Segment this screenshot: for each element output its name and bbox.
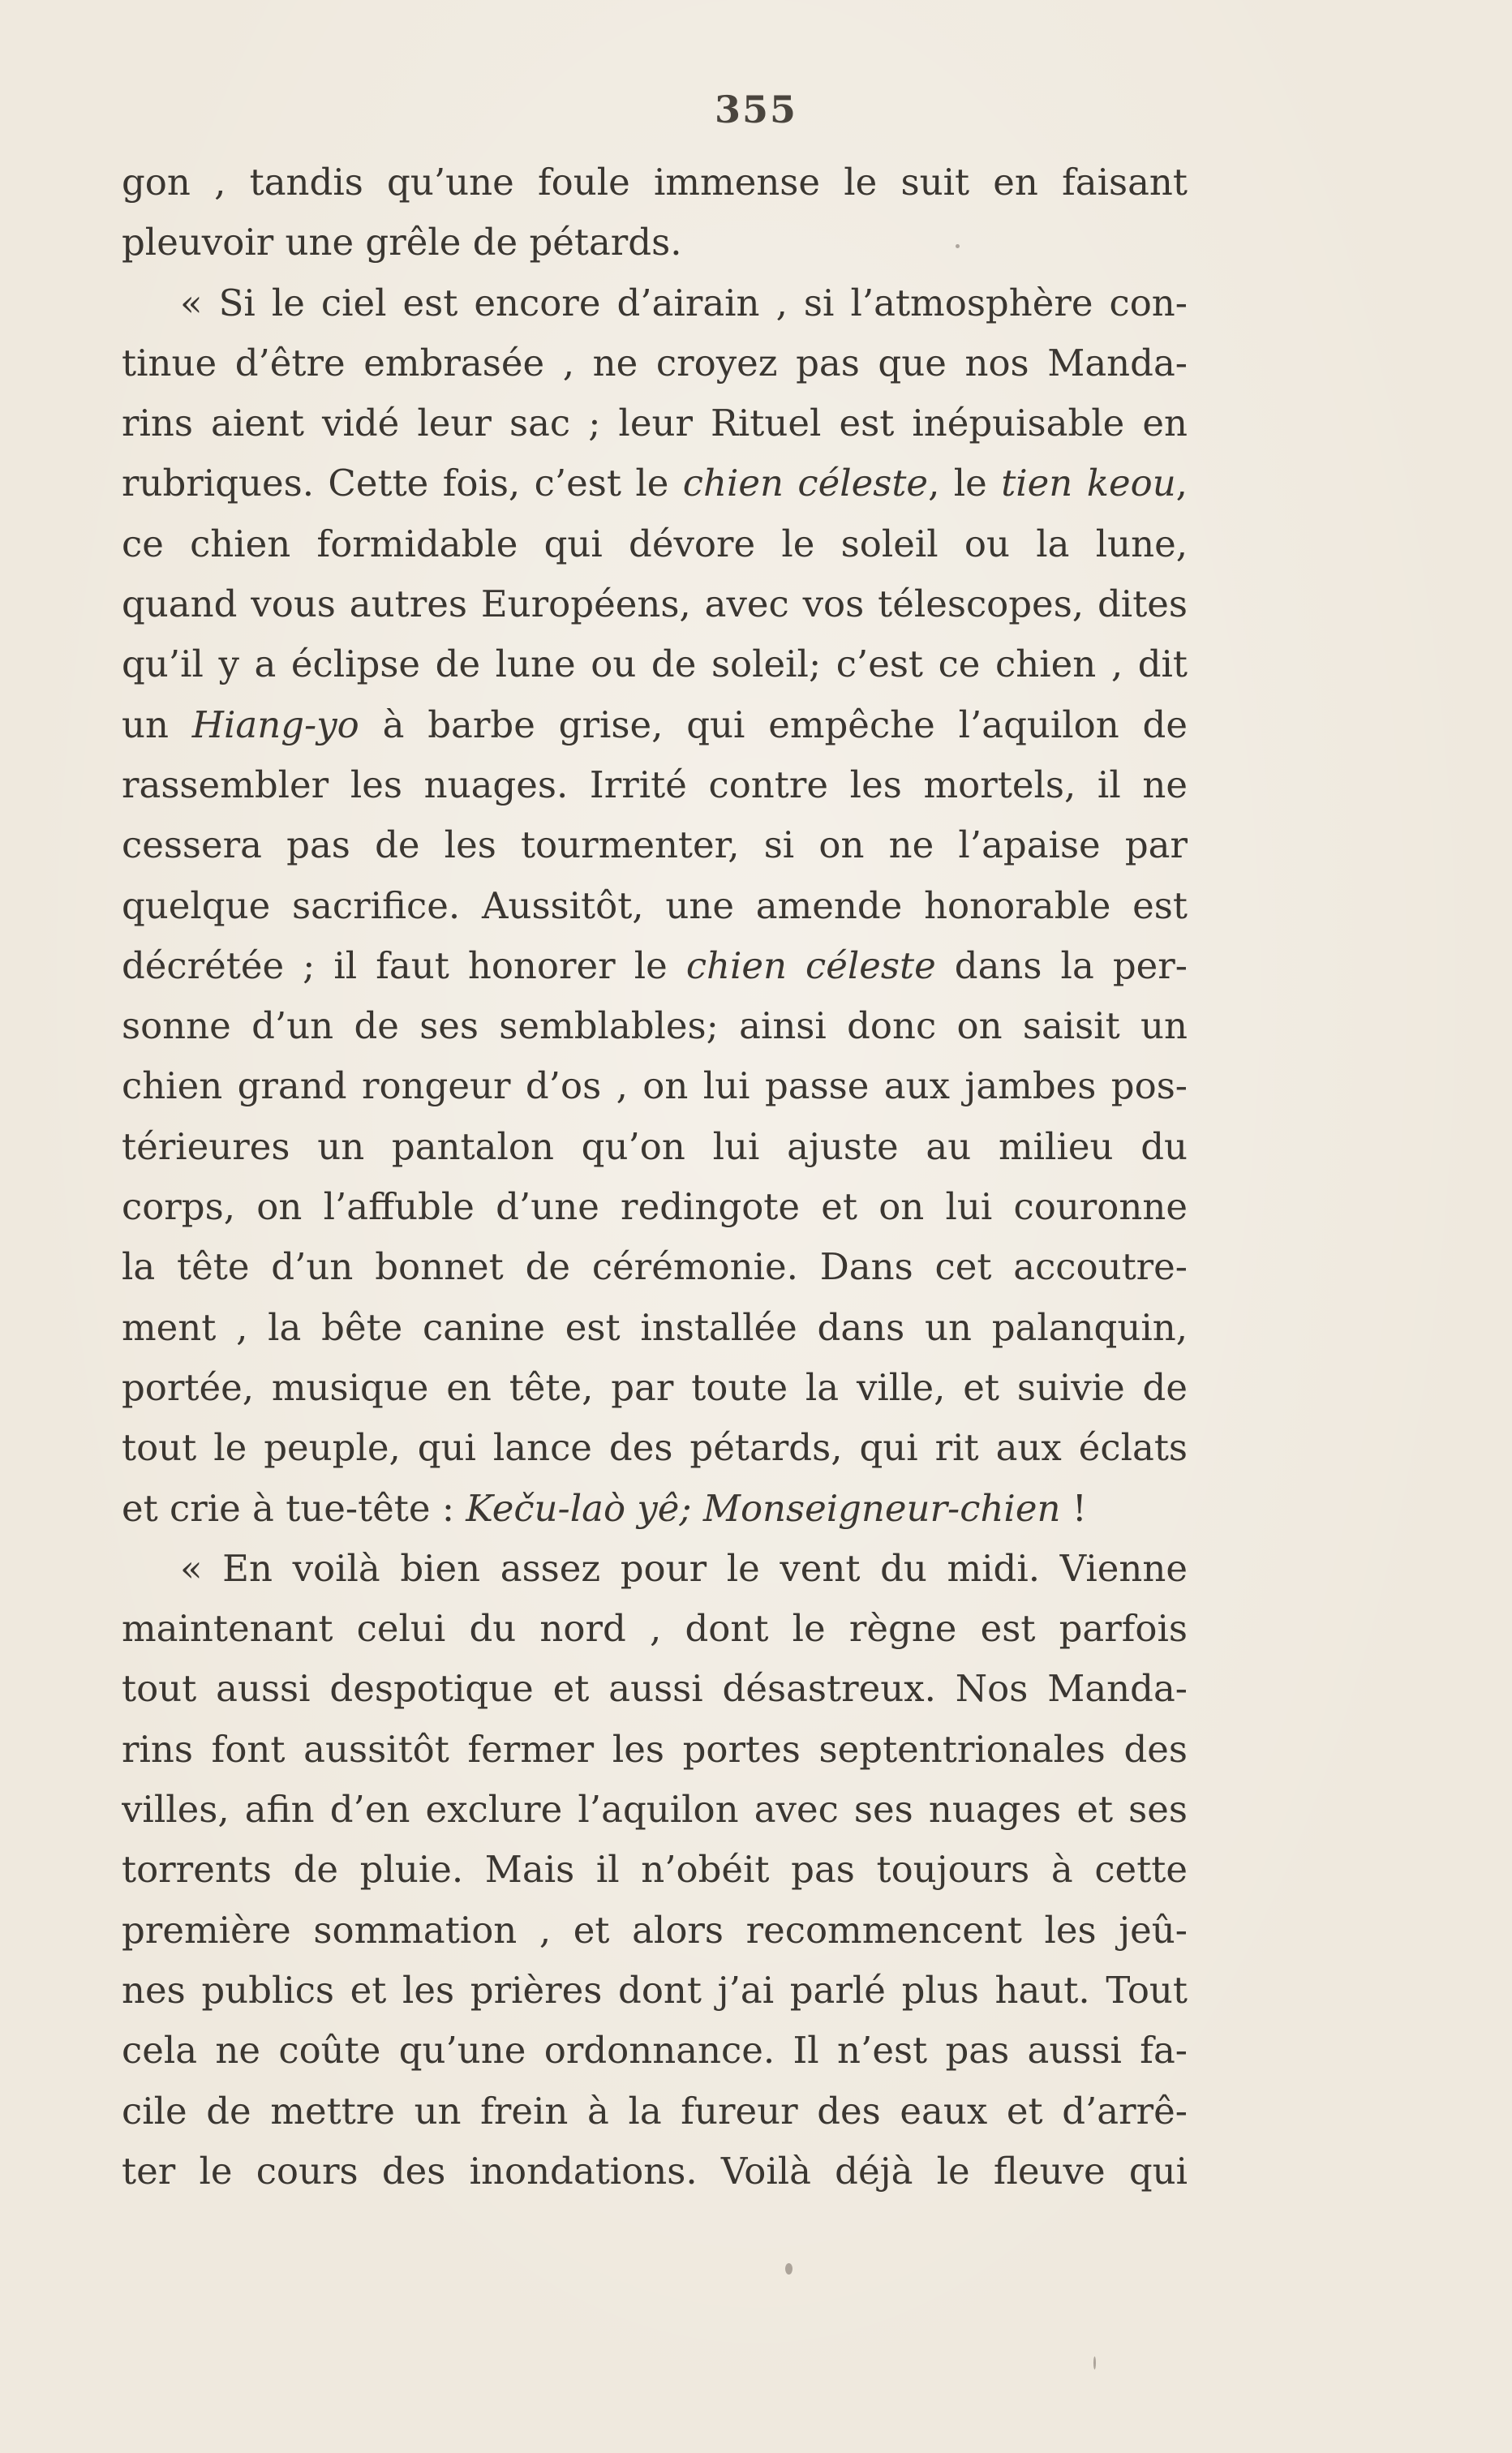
text-line: tinue d’être embrasée , ne croyez pas que nos Manda- bbox=[122, 341, 1188, 384]
text-line: la tête d’un bonnet de cérémonie. Dans cet accoutre- bbox=[122, 1245, 1188, 1289]
paper-speck bbox=[785, 2263, 793, 2275]
text-line: ment , la bête canine est installée dans un palanquin, bbox=[122, 1305, 1188, 1349]
text-line: tout aussi despotique et aussi désastreux. Nos Manda- bbox=[122, 1667, 1188, 1711]
text-line: pleuvoir une grêle de pétards. bbox=[122, 221, 682, 264]
text-line: ce chien formidable qui dévore le soleil ou la lune, bbox=[122, 522, 1188, 565]
text-line: nes publics et les prières dont j’ai parlé plus haut. Tout bbox=[122, 1968, 1188, 2012]
text-line: ter le cours des inondations. Voilà déjà le fleuve qui bbox=[122, 2149, 1188, 2193]
text-line: maintenant celui du nord , dont le règne est parfois bbox=[122, 1607, 1188, 1651]
text-line: rubriques. Cette fois, c’est le chien céleste, le tien keou, bbox=[122, 462, 1188, 505]
text-line: portée, musique en tête, par toute la ville, et suivie de bbox=[122, 1365, 1188, 1409]
body-text bbox=[122, 153, 1188, 2202]
text-line: torrents de pluie. Mais il n’obéit pas toujours à cette bbox=[122, 1848, 1188, 1892]
text-line: corps, on l’affuble d’une redingote et on lui couronne bbox=[122, 1185, 1188, 1229]
italic-term: Hiang-yo bbox=[191, 702, 359, 746]
text-line: cile de mettre un frein à la fureur des eaux et d’arrê- bbox=[122, 2089, 1188, 2133]
text-line: cessera pas de les tourmenter, si on ne l’apaise par bbox=[122, 823, 1188, 867]
text-line: quand vous autres Européens, avec vos télescopes, dites bbox=[122, 582, 1188, 626]
text-line: première sommation , et alors recommencent les jeû- bbox=[122, 1908, 1188, 1952]
text-line: décrétée ; il faut honorer le chien céleste dans la per- bbox=[122, 943, 1188, 987]
italic-term: chien céleste bbox=[685, 943, 936, 987]
text-line: tout le peuple, qui lance des pétards, qui rit aux éclats bbox=[122, 1426, 1188, 1470]
italic-term: chien céleste bbox=[682, 462, 929, 505]
text-line: rins aient vidé leur sac ; leur Rituel est inépuisable en bbox=[122, 402, 1188, 445]
text-line: villes, afin d’en exclure l’aquilon avec ses nuages et ses bbox=[122, 1788, 1188, 1832]
text-line: rins font aussitôt fermer les portes septentrionales des bbox=[122, 1727, 1188, 1771]
text-line: « En voilà bien assez pour le vent du midi. Vienne bbox=[180, 1546, 1188, 1590]
text-line: quelque sacrifice. Aussitôt, une amende honorable est bbox=[122, 883, 1188, 927]
paper-speck bbox=[956, 244, 960, 248]
text-line: térieures un pantalon qu’on lui ajuste au milieu du bbox=[122, 1124, 1188, 1168]
text-line: gon , tandis qu’une foule immense le suit en faisant bbox=[122, 161, 1188, 204]
text-line: qu’il y a éclipse de lune ou de soleil; c’est ce chien , dit bbox=[122, 642, 1188, 686]
italic-term: Keču-laò yê; Monseigneur-chien bbox=[466, 1486, 1061, 1530]
paper-speck bbox=[1093, 2356, 1096, 2369]
text-line: cela ne coûte qu’une ordonnance. Il n’est pas aussi fa- bbox=[122, 2029, 1188, 2073]
text-line: un Hiang-yo à barbe grise, qui empêche l’aquilon de bbox=[122, 702, 1188, 746]
text-line: sonne d’un de ses semblables; ainsi donc on saisit un bbox=[122, 1004, 1188, 1048]
text-line: et crie à tue-tête : Keču-laò yê; Monseigneur-chien ! bbox=[122, 1486, 1087, 1530]
text-line: chien grand rongeur d’os , on lui passe aux jambes pos- bbox=[122, 1064, 1188, 1108]
text-line: « Si le ciel est encore d’airain , si l’atmosphère con- bbox=[180, 281, 1188, 324]
page-number: 355 bbox=[714, 88, 798, 131]
italic-term: tien keou bbox=[1001, 462, 1176, 505]
text-line: rassembler les nuages. Irrité contre les mortels, il ne bbox=[122, 763, 1188, 806]
